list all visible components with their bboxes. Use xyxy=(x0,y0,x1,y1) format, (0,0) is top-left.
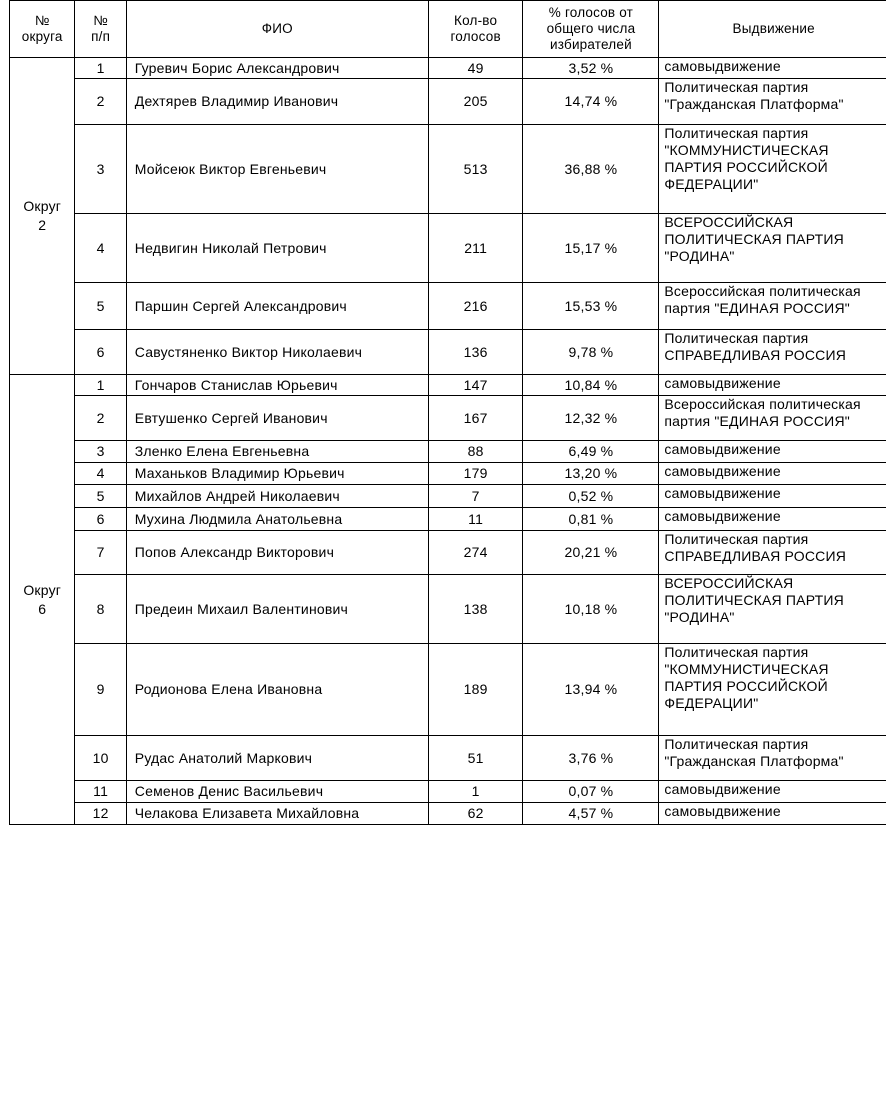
table-row xyxy=(10,79,886,125)
table-row xyxy=(10,441,886,463)
vote-count: 136 xyxy=(428,330,523,375)
nomination: Политическая партия "Гражданская Платформа" xyxy=(659,79,886,125)
candidate-name: Мухина Людмила Анатольевна xyxy=(126,508,428,531)
row-number: 5 xyxy=(75,283,126,330)
header-fio: ФИО xyxy=(126,1,428,58)
nomination: Политическая партия "Гражданская Платформа" xyxy=(659,736,886,781)
vote-count: 147 xyxy=(428,375,523,396)
vote-count: 216 xyxy=(428,283,523,330)
nomination: самовыдвижение xyxy=(659,463,886,485)
vote-count: 62 xyxy=(428,803,523,825)
election-results-table xyxy=(9,0,886,825)
nomination: Политическая партия СПРАВЕДЛИВАЯ РОССИЯ xyxy=(659,330,886,375)
table-row xyxy=(10,396,886,441)
table-row xyxy=(10,375,886,396)
table-row xyxy=(10,644,886,736)
candidate-name: Маханьков Владимир Юрьевич xyxy=(126,463,428,485)
table-row xyxy=(10,125,886,214)
vote-count: 179 xyxy=(428,463,523,485)
row-number: 11 xyxy=(75,781,126,803)
vote-percent: 3,76 % xyxy=(523,736,659,781)
nomination: самовыдвижение xyxy=(659,441,886,463)
district-label-text: Округ 6 xyxy=(23,581,62,617)
vote-percent: 15,53 % xyxy=(523,283,659,330)
table-row xyxy=(10,214,886,283)
candidate-name: Рудас Анатолий Маркович xyxy=(126,736,428,781)
nomination: Политическая партия СПРАВЕДЛИВАЯ РОССИЯ xyxy=(659,531,886,575)
vote-percent: 20,21 % xyxy=(523,531,659,575)
vote-count: 205 xyxy=(428,79,523,125)
vote-count: 211 xyxy=(428,214,523,283)
nomination: самовыдвижение xyxy=(659,375,886,396)
row-number: 9 xyxy=(75,644,126,736)
nomination: самовыдвижение xyxy=(659,485,886,508)
nomination: самовыдвижение xyxy=(659,58,886,79)
row-number: 12 xyxy=(75,803,126,825)
candidate-name: Гончаров Станислав Юрьевич xyxy=(126,375,428,396)
vote-percent: 10,18 % xyxy=(523,575,659,644)
vote-percent: 9,78 % xyxy=(523,330,659,375)
vote-count: 51 xyxy=(428,736,523,781)
vote-count: 49 xyxy=(428,58,523,79)
header-nomination: Выдвижение xyxy=(659,1,886,58)
vote-count: 167 xyxy=(428,396,523,441)
candidate-name: Родионова Елена Ивановна xyxy=(126,644,428,736)
vote-percent: 36,88 % xyxy=(523,125,659,214)
nomination: Всероссийская политическая партия "ЕДИНАЯ РОССИЯ" xyxy=(659,396,886,441)
row-number: 6 xyxy=(75,330,126,375)
vote-percent: 3,52 % xyxy=(523,58,659,79)
vote-percent: 15,17 % xyxy=(523,214,659,283)
candidate-name: Зленко Елена Евгеньевна xyxy=(126,441,428,463)
candidate-name: Челакова Елизавета Михайловна xyxy=(126,803,428,825)
row-number: 6 xyxy=(75,508,126,531)
candidate-name: Дехтярев Владимир Иванович xyxy=(126,79,428,125)
header-pct: % голосов от общего числа избирателей xyxy=(523,1,659,58)
candidate-name: Гуревич Борис Александрович xyxy=(126,58,428,79)
table-row xyxy=(10,736,886,781)
row-number: 4 xyxy=(75,463,126,485)
vote-percent: 0,07 % xyxy=(523,781,659,803)
row-number: 3 xyxy=(75,441,126,463)
table-row xyxy=(10,283,886,330)
row-number: 2 xyxy=(75,396,126,441)
nomination: Политическая партия "КОММУНИСТИЧЕСКАЯ ПАРТИЯ РОССИЙСКОЙ ФЕДЕРАЦИИ" xyxy=(659,644,886,736)
nomination: Политическая партия "КОММУНИСТИЧЕСКАЯ ПАРТИЯ РОССИЙСКОЙ ФЕДЕРАЦИИ" xyxy=(659,125,886,214)
vote-count: 274 xyxy=(428,531,523,575)
table-row xyxy=(10,803,886,825)
table-row xyxy=(10,781,886,803)
row-number: 5 xyxy=(75,485,126,508)
district-label xyxy=(10,375,75,825)
row-number: 4 xyxy=(75,214,126,283)
table-body xyxy=(10,58,886,825)
vote-percent: 14,74 % xyxy=(523,79,659,125)
nomination: ВСЕРОССИЙСКАЯ ПОЛИТИЧЕСКАЯ ПАРТИЯ "РОДИНА" xyxy=(659,575,886,644)
vote-percent: 13,94 % xyxy=(523,644,659,736)
table-row xyxy=(10,463,886,485)
header-okrug: № округа xyxy=(10,1,75,58)
table-row xyxy=(10,575,886,644)
table-row xyxy=(10,485,886,508)
nomination: самовыдвижение xyxy=(659,803,886,825)
row-number: 10 xyxy=(75,736,126,781)
row-number: 1 xyxy=(75,58,126,79)
candidate-name: Предеин Михаил Валентинович xyxy=(126,575,428,644)
table-row xyxy=(10,508,886,531)
vote-percent: 6,49 % xyxy=(523,441,659,463)
district-label-text: Округ 2 xyxy=(23,198,62,233)
vote-count: 1 xyxy=(428,781,523,803)
candidate-name: Недвигин Николай Петрович xyxy=(126,214,428,283)
table-row xyxy=(10,531,886,575)
nomination: Всероссийская политическая партия "ЕДИНАЯ РОССИЯ" xyxy=(659,283,886,330)
candidate-name: Семенов Денис Васильевич xyxy=(126,781,428,803)
vote-percent: 10,84 % xyxy=(523,375,659,396)
vote-percent: 12,32 % xyxy=(523,396,659,441)
candidate-name: Паршин Сергей Александрович xyxy=(126,283,428,330)
row-number: 2 xyxy=(75,79,126,125)
vote-percent: 0,81 % xyxy=(523,508,659,531)
table-row xyxy=(10,330,886,375)
header-votes: Кол-во голосов xyxy=(428,1,523,58)
candidate-name: Михайлов Андрей Николаевич xyxy=(126,485,428,508)
vote-percent: 0,52 % xyxy=(523,485,659,508)
vote-count: 189 xyxy=(428,644,523,736)
candidate-name: Попов Александр Викторович xyxy=(126,531,428,575)
nomination: ВСЕРОССИЙСКАЯ ПОЛИТИЧЕСКАЯ ПАРТИЯ "РОДИНА" xyxy=(659,214,886,283)
nomination: самовыдвижение xyxy=(659,781,886,803)
district-label xyxy=(10,58,75,375)
row-number: 1 xyxy=(75,375,126,396)
vote-percent: 4,57 % xyxy=(523,803,659,825)
vote-count: 138 xyxy=(428,575,523,644)
candidate-name: Савустяненко Виктор Николаевич xyxy=(126,330,428,375)
candidate-name: Евтушенко Сергей Иванович xyxy=(126,396,428,441)
vote-count: 7 xyxy=(428,485,523,508)
vote-count: 513 xyxy=(428,125,523,214)
table-header xyxy=(10,1,886,58)
vote-percent: 13,20 % xyxy=(523,463,659,485)
row-number: 3 xyxy=(75,125,126,214)
row-number: 7 xyxy=(75,531,126,575)
header-num: № п/п xyxy=(75,1,126,58)
nomination: самовыдвижение xyxy=(659,508,886,531)
row-number: 8 xyxy=(75,575,126,644)
vote-count: 88 xyxy=(428,441,523,463)
table-row xyxy=(10,58,886,79)
vote-count: 11 xyxy=(428,508,523,531)
candidate-name: Мойсеюк Виктор Евгеньевич xyxy=(126,125,428,214)
